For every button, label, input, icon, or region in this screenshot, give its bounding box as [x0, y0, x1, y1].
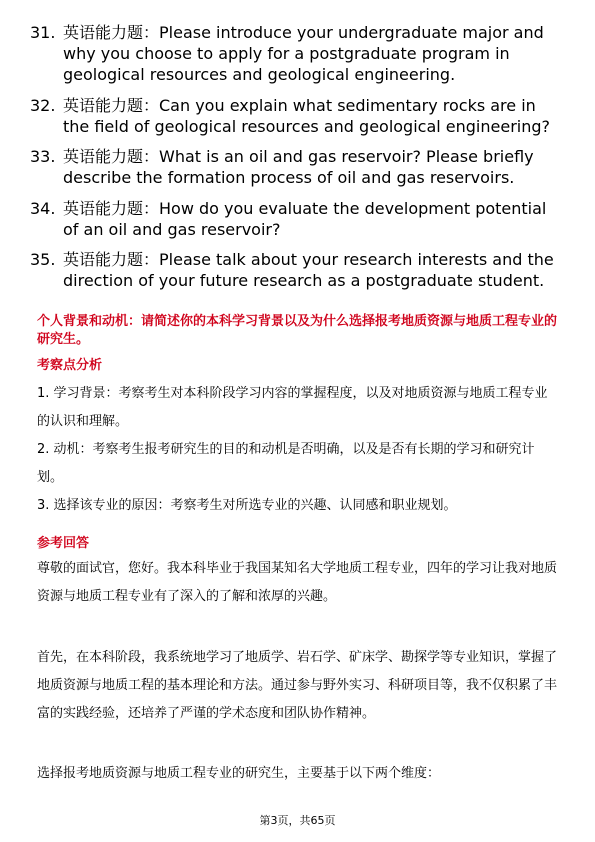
analysis-heading: 考察点分析	[37, 358, 103, 373]
question-text: 英语能力题：How do you evaluate the development potential of an oil and gas reservoir?	[63, 198, 547, 239]
analysis-point: 2. 动机：考察考生报考研究生的目的和动机是否明确，以及是否有长期的学习和研究计划。	[37, 442, 535, 485]
list-item	[30, 249, 565, 291]
list-item	[30, 146, 565, 188]
analysis-point: 3. 选择该专业的原因：考察考生对所选专业的兴趣、认同感和职业规划。	[37, 498, 457, 513]
page-number-footer: 第3页，共65页	[259, 814, 336, 827]
question-text: 英语能力题：Please talk about your research interests and the direction of your future research as a postgraduate student.	[63, 250, 554, 290]
question-number: 34.	[30, 198, 56, 218]
answer-paragraph: 选择报考地质资源与地质工程专业的研究生，主要基于以下两个维度：	[37, 766, 441, 781]
question-number: 32.	[30, 95, 56, 115]
question-number: 31.	[30, 23, 56, 42]
list-item	[30, 22, 565, 85]
list-item	[30, 95, 565, 137]
list-item	[30, 198, 565, 240]
question-text: 英语能力题：Please introduce your undergraduate major and why you choose to apply for a postgraduate program in geological resources and geological engineering.	[63, 23, 544, 84]
section-question-heading: 个人背景和动机：请简述你的本科学习背景以及为什么选择报考地质资源与地质工程专业的研究生。	[37, 314, 558, 347]
question-text: 英语能力题：Can you explain what sedimentary rocks are in the field of geological resources and geological engineering?	[63, 95, 551, 136]
question-list	[30, 22, 565, 301]
question-number: 35.	[30, 250, 56, 269]
question-number: 33.	[30, 147, 56, 166]
answer-paragraph: 尊敬的面试官，您好。我本科毕业于我国某知名大学地质工程专业，四年的学习让我对地质资源与地质工程专业有了深入的了解和浓厚的兴趣。	[37, 561, 558, 604]
answer-paragraph: 首先，在本科阶段，我系统地学习了地质学、岩石学、矿床学、勘探学等专业知识，掌握了地质资源与地质工程的基本理论和方法。通过参与野外实习、科研项目等，我不仅积累了丰富的实践经验，还培养了严谨的学术态度和团队协作精神。	[37, 650, 558, 721]
question-text: 英语能力题：What is an oil and gas reservoir? Please briefly describe the formation process of oil and gas reservoirs.	[63, 147, 534, 187]
answer-heading: 参考回答	[37, 536, 90, 551]
analysis-point: 1. 学习背景：考察考生对本科阶段学习内容的掌握程度，以及对地质资源与地质工程专业的认识和理解。	[37, 386, 548, 429]
